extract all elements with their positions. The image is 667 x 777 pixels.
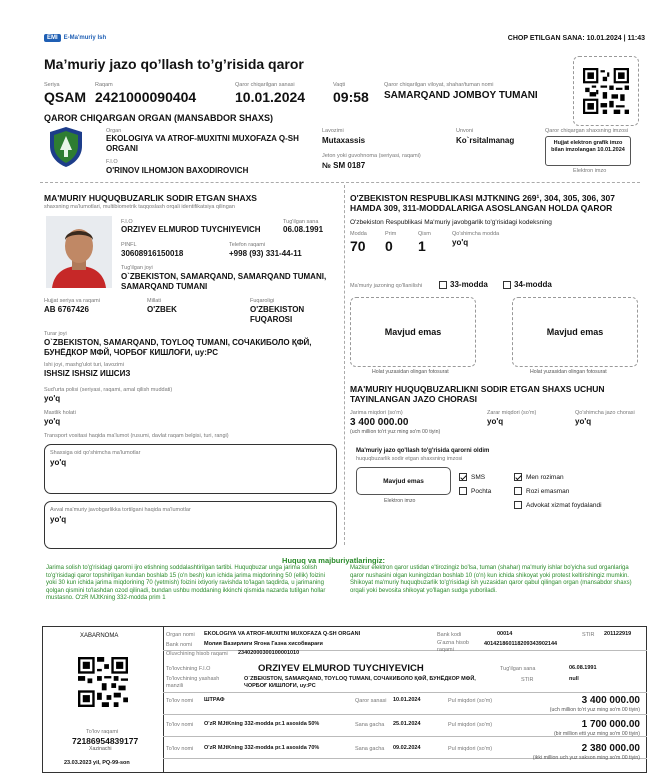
id-label: Jeton yoki guvohnoma (seriyasi, raqami) — [322, 153, 421, 159]
disagree-checkbox[interactable] — [514, 487, 569, 495]
row-type-label: To'lov nomi — [166, 746, 194, 752]
qr-code-frame — [573, 56, 639, 126]
part-value: 0 — [385, 238, 393, 254]
applied-label: Ma'muriy jazoning qo'llanilishi — [350, 283, 423, 289]
rights-title: Huquq va majburiyatlaringiz: — [282, 556, 385, 565]
evidence-photo-1: Mavjud emas — [350, 297, 476, 367]
marital-label: Mastlik holati — [44, 410, 76, 416]
rights-right-text: Mazkur elektron qaror ustidan e'tirozingiz bo'lsa, tuman (shahar) ma'muriy ishlar bo'yicha sud organlariga qaror nushasini olgan kuningizdan boshlab 10 (o'n) kun ichida shikoyat yoki protest keltirishingiz mumkin. Shikoyat ma'muriy huquqbuzarlik to'g'risidagi ish yuzasidan qaror qabul qilingan organ (mansabdor shaxs) orqali yoki bevosita shikoyat yo'llagan sudga yuboriladi. — [350, 565, 632, 594]
transport-label: Transport vositasi haqida ma'lumot (rusumi, davlat raqam belgisi, turi, rangi) — [44, 433, 229, 439]
work-label: Ishi joyi, mashg'ulot turi, lavozimi — [44, 362, 124, 368]
receipt-sub: huquqbuzarlik sodir etgan shaxsning imzosi — [356, 456, 463, 462]
organ-name: EKOLOGIYA VA ATROF-MUXITNI MUXOFAZA Q-SH ORGANI — [106, 134, 299, 153]
divider-vertical — [344, 185, 345, 545]
row-amount-label: Pul miqdori (so'm) — [448, 698, 493, 704]
offender-fio-label: F.I.O — [121, 219, 133, 225]
signature-label: Qaror chiqargan shaxsning imzosi — [545, 128, 629, 134]
position-value: Mutaxassis — [322, 136, 366, 145]
passport-label: Hujjat seriya va raqami — [44, 298, 100, 304]
birth-value: 06.08.1991 — [283, 225, 324, 234]
checkbox-icon — [459, 487, 467, 495]
article-33-label: 33-modda — [450, 280, 488, 289]
fine-label: Jarima miqdori (so'm) — [350, 410, 403, 416]
row-type-label: To'lov nomi — [166, 698, 194, 704]
time-value: 09:58 — [333, 89, 369, 105]
payer-id-label: To'lov raqami — [86, 729, 119, 735]
legal-basis-sub: O'zbekiston Respublikasi Ma'muriy javobgarlik to'g'risidagi kodeksning — [350, 219, 552, 226]
slip-payer-stir: null — [569, 676, 579, 682]
lawyer-label: Advokat xizmat foydalandi — [526, 501, 602, 509]
article-value: 70 — [350, 238, 366, 254]
organ-section-title: QAROR CHIQARGAN ORGAN (MANSABDOR SHAXS) — [44, 113, 273, 123]
row-amount: 1 700 000.00 — [581, 719, 640, 730]
marital-value: yo'q — [44, 417, 61, 426]
slip-payer: ORZIYEV ELMUROD TUYCHIYEVICH — [258, 663, 424, 674]
series-value: QSAM — [44, 89, 86, 105]
evidence-photo-1-caption: Holat yuzasidan olingan fotosurat — [372, 369, 449, 375]
pinfl-label: PINFL — [121, 242, 137, 248]
organ-label: Organ — [106, 128, 122, 134]
agree-checkbox[interactable] — [514, 473, 564, 481]
evidence-photo-2: Mavjud emas — [512, 297, 638, 367]
checkbox-icon — [514, 501, 522, 509]
slip-organ: EKOLOGIYA VA ATROF-MUXITNI MUXOFAZA Q-SH ORGANI — [204, 631, 361, 637]
row-date: 10.01.2024 — [393, 697, 421, 703]
birthplace-label: Tug'ilgan joyi — [121, 265, 153, 271]
extra-article-value: yo'q — [452, 238, 469, 247]
birth-label: Tug'ilgan sana — [283, 219, 319, 225]
extra-info-box — [44, 444, 337, 494]
checked-icon — [514, 473, 522, 481]
slip-payer-stir-label: STIR — [521, 677, 534, 683]
evidence-photo-2-caption: Holat yuzasidan olingan fotosurat — [530, 369, 607, 375]
legal-basis-title: O'ZBEKISTON RESPUBLIKASI MJTKNING 269¹, 304, 305, 306, 307 HAMDA 309, 311-MODDALARIGA ASOSLANGAN HOLDA QAROR — [350, 193, 615, 213]
date-value: 10.01.2024 — [235, 89, 306, 105]
checkbox-icon — [514, 487, 522, 495]
agree-label: Men roziman — [526, 473, 564, 481]
fine-words: (uch million to'rt yuz ming so'm 00 tiyin) — [350, 429, 441, 435]
date-label: Qaror chiqarilgan sanasi — [235, 82, 295, 88]
fio-label: F.I.O — [106, 159, 118, 165]
row-date: 09.02.2024 — [393, 745, 421, 751]
slip-recv: 23402000300100001010 — [238, 650, 300, 656]
row-amount-label: Pul miqdori (so'm) — [448, 746, 493, 752]
slip-payer-birth-label: Tug'ilgan sana — [500, 666, 536, 672]
prior-info-label: Avval ma'muriy javobgarlikka tortilgani haqida ma'lumotlar — [50, 507, 191, 513]
signature-box: Hujjat elektron grafik imzo bilan imzolangan 10.01.2024 — [545, 136, 631, 166]
time-label: Vaqti — [333, 82, 346, 88]
work-value: ISHSIZ ISHSIZ ИШСИЗ — [44, 369, 131, 378]
insurance-label: Sud'urta polisi (seriyasi, raqami, amal qilish muddati) — [44, 387, 173, 393]
clause-label: Qism — [418, 231, 431, 237]
prior-info-box — [44, 501, 337, 549]
row-date-label: Sana gacha — [355, 722, 385, 728]
birthplace-value: O`ZBEKISTON, SAMARQAND, SAMARQAND TUMANI, SAMARQAND TUMANI — [121, 272, 327, 291]
organ-emblem-icon — [48, 126, 84, 173]
sms-checkbox[interactable] — [459, 473, 485, 481]
post-checkbox[interactable] — [459, 487, 491, 495]
offender-photo — [46, 216, 112, 288]
part-label: Prim — [385, 231, 397, 237]
fine-value: 3 400 000.00 — [350, 417, 409, 428]
citizenship-value: O'ZBEKISTON FUQAROSI — [250, 305, 305, 324]
cashier-label: Xazinachi — [89, 746, 112, 752]
row-amount: 3 400 000.00 — [581, 695, 640, 706]
series-label: Seriya — [44, 82, 60, 88]
additional-penalty-value: yo'q — [575, 417, 592, 426]
number-label: Raqam — [95, 82, 113, 88]
nationality-label: Millati — [147, 298, 162, 304]
citizenship-label: Fuqaroligi — [250, 298, 275, 304]
id-value: № SM 0187 — [322, 161, 366, 170]
slip-payer-label: To'lovchining F.I.O — [166, 666, 211, 672]
offender-fio: ORZIYEV ELMUROD TUYCHIYEVICH — [121, 225, 261, 234]
slip-bank-code: 00014 — [497, 631, 513, 637]
nationality-value: O'ZBEK — [147, 305, 177, 314]
post-label: Pochta — [471, 487, 492, 495]
row-type: O'zR MJtKning 332-modda pr.1 asosida 50% — [204, 721, 320, 727]
disagree-label: Rozi emasman — [526, 487, 570, 495]
slip-left-title: XABARNOMA — [80, 633, 119, 639]
row-date-label: Qaror sanasi — [355, 698, 387, 704]
address-label: Turar joyi — [44, 331, 67, 337]
additional-penalty-label: Qo'shimcha jazo chorasi — [575, 410, 635, 416]
slip-bank-code-label: Bank kodi — [437, 632, 462, 638]
slip-organ-label: Organ nomi — [166, 632, 195, 638]
rank-label: Unvoni — [456, 128, 474, 134]
place-value: SAMARQAND JOMBOY TUMANI — [384, 90, 538, 101]
slip-bank: Молия Вазирлиги Ягона Газна хисобварағи — [204, 641, 323, 647]
row-amount: 2 380 000.00 — [581, 743, 640, 754]
slip-stir: 201122919 — [604, 631, 632, 637]
row-amount-words: (ikki million uch yuz sakson ming so'm 00 tiyin) — [532, 755, 640, 761]
offender-section-title: MA'MURIY HUQUQBUZARLIK SODIR ETGAN SHAXS — [44, 193, 257, 203]
rights-left-text: Jarima solish to'g'risidagi qarorni ijro etishning soddalashtirilgan tartibi. Huquqbuzar unga jarima solish to'g'risidagi qaror topshirilgan kundan boshlab 15 (o'n besh) kun ichida jarima miqdorining 50 (ellik) foizini yoki 30 kun ichida jarima miqdorining 70 (yetmish) foizini ixtiyoriy ravishda to'lagan taqdirda, u jarimaning qolgan qismini to'lashdan ozod qilinadi, bundan ushbu moddaning ikkinchi qismida nazarda tutilgan hollar mustasno. O'zR MJtKning 332-modda prim 1 — [46, 565, 326, 601]
phone-label: Telefon raqami — [229, 242, 266, 248]
passport-value: AB 6767426 — [44, 305, 89, 314]
logo-text: E-Ma'muriy Ish — [63, 35, 107, 41]
slip-treasury: 401421860118209343902144 — [484, 641, 558, 647]
slip-recv-label: Oluvchining hisob raqami — [166, 651, 228, 657]
extra-info-value: yo'q — [50, 458, 67, 467]
extra-info-label: Shaxsiga oid qo'shimcha ma'lumotlar — [50, 450, 141, 456]
slip-date-foot: 23.03.2023 yil, PQ-99-son — [64, 760, 130, 766]
row-amount-words: (bir million etti yuz ming so'm 00 tiyin) — [553, 731, 640, 737]
row-amount-words: (uch million to'rt yuz ming so'm 00 tiyin) — [549, 707, 640, 713]
receipt-signature-caption: Elektron imzo — [384, 498, 416, 504]
slip-payer-addr: O`ZBEKISTON, SAMARQAND, TOYLOQ TUMANI, СОЧАКИБОЛО ҚФЙ, БУНЁДКОР МФЙ, ЧОРБОҒ КИШЛОҒИ, uy:PC — [244, 676, 476, 689]
article-label: Modda — [350, 231, 367, 237]
receipt-title: Ma'muriy jazo qo'llash to'g'risida qarorni oldim — [356, 448, 490, 454]
receipt-signature-box: Mavjud emas — [356, 467, 451, 495]
insurance-value: yo'q — [44, 394, 61, 403]
slip-bank-label: Bank nomi — [166, 642, 192, 648]
slip-qr-code-icon — [78, 657, 128, 712]
article-33-checkbox[interactable] — [439, 280, 488, 289]
slip-stir-label: STIR — [582, 632, 595, 638]
clause-value: 1 — [418, 238, 426, 254]
slip-treasury-label: G'azna hisob raqami — [437, 640, 469, 653]
row-amount-label: Pul miqdori (so'm) — [448, 722, 493, 728]
row-type: O'zR MJtKning 332-modda pr.1 asosida 70% — [204, 745, 320, 751]
place-label: Qaror chiqarilgan viloyat, shahar/tuman nomi — [384, 82, 494, 88]
phone-value: +998 (93) 331-44-11 — [229, 249, 302, 258]
penalty-title: MA'MURIY HUQUQBUZARLIKNI SODIR ETGAN SHAXS UCHUN TAYINLANGAN JAZO CHORASI — [350, 384, 605, 404]
slip-payer-birth: 06.08.1991 — [569, 665, 597, 671]
checkbox-icon — [503, 281, 511, 289]
rank-value: Ko`rsitalmanag — [456, 136, 515, 145]
damage-value: yo'q — [487, 417, 504, 426]
checkbox-icon — [439, 281, 447, 289]
page-title: Ma’muriy jazo qo’llash to’g’risida qaror — [44, 56, 304, 72]
row-date: 25.01.2024 — [393, 721, 421, 727]
position-label: Lavozimi — [322, 128, 344, 134]
prior-info-value: yo'q — [50, 515, 67, 524]
offender-section-sub: shaxsning ma'lumotlari, multibiometrik taqqoslash orqali identifikatsiya qilingan — [44, 204, 235, 210]
logo-badge: EMI — [44, 34, 61, 42]
slip-payer-addr-label: To'lovchining yashash manzili — [166, 676, 220, 689]
checked-icon — [459, 473, 467, 481]
app-logo — [44, 34, 106, 42]
extra-article-label: Qo'shimcha modda — [452, 231, 500, 237]
divider — [40, 182, 640, 183]
qr-code-icon — [583, 68, 629, 114]
fio-value: O'RINOV ILHOMJON BAXODIROVICH — [106, 166, 249, 175]
row-type: ШТРАФ — [204, 697, 225, 703]
e-sign-label: Elektron imzo — [573, 168, 607, 174]
payer-id: 72186954839177 — [72, 736, 139, 746]
row-date-label: Sana gacha — [355, 746, 385, 752]
address-value: O`ZBEKISTON, SAMARQAND, TOYLOQ TUMANI, СОЧАКИБОЛО ҚФЙ, БУНЁДКОР МФЙ, ЧОРБОҒ КИШЛОҒИ, uy:PC — [44, 338, 312, 357]
article-34-label: 34-modda — [514, 280, 552, 289]
damage-label: Zarar miqdori (so'm) — [487, 410, 537, 416]
article-34-checkbox[interactable] — [503, 280, 552, 289]
pinfl-value: 30608916150018 — [121, 249, 184, 258]
sms-label: SMS — [471, 473, 486, 481]
lawyer-checkbox[interactable] — [514, 501, 602, 509]
print-date: CHOP ETILGAN SANA: 10.01.2024 | 11:43 — [507, 35, 645, 42]
number-value: 2421000090404 — [95, 89, 197, 105]
row-type-label: To'lov nomi — [166, 722, 194, 728]
